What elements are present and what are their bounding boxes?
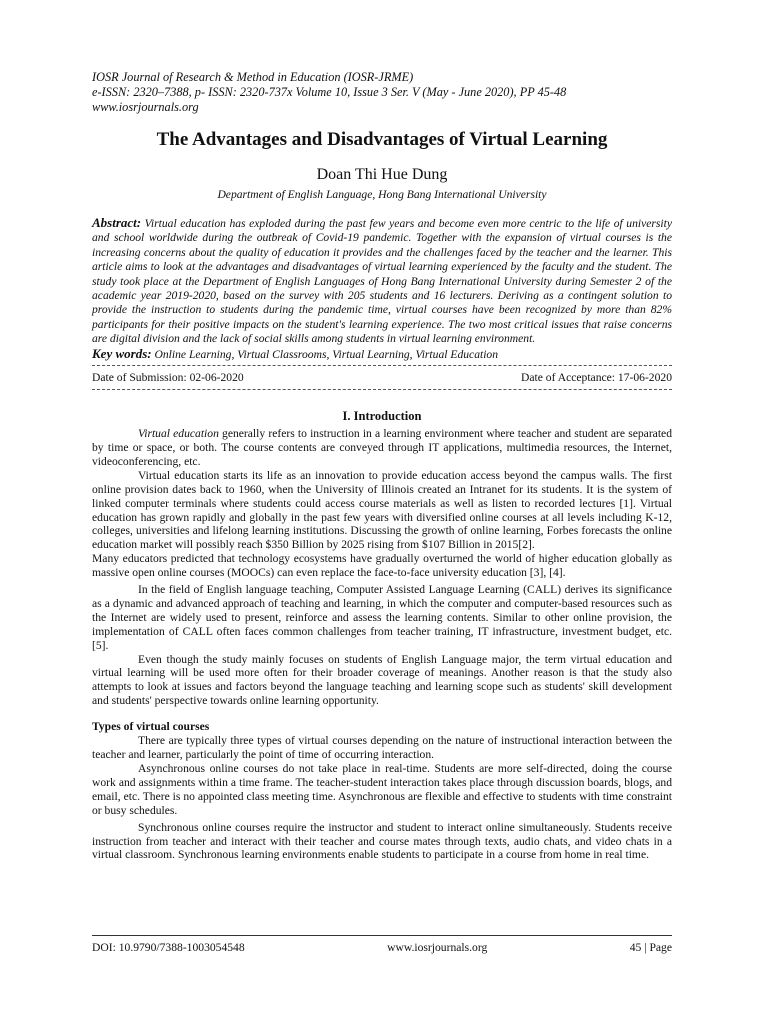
acceptance-date: Date of Acceptance: 17-06-2020	[521, 371, 672, 385]
intro-paragraph-2: Virtual education starts its life as an innovation to provide education access beyond the campus walls. The first online provision dates back to 1960, when the University of Illinois created an Intranet for its students. It is the system of linked computer terminals where students could access course materials as well as listen to recorded lectures [1]. Virtual education has grown rapidly and globally in the past few years with diversified online courses at all levels including K-12, colleges, universities and lifelong learning institutions. Discussing the growth of online learning, Forbes forecasts the online education market will possibly reach $350 Billion by 2025 rising from $107 Billion in 2015[2].	[92, 468, 672, 552]
section-heading-types: Types of virtual courses	[92, 720, 210, 734]
footer-page-number: 45 | Page	[629, 941, 672, 954]
intro-paragraph-5: Even though the study mainly focuses on students of English Language major, the term virtual education and virtual learning will be used more often for their broader coverage of meanings. Another reason is that the study also attempts to look at issues and factors beyond the language teaching and learning scope such as students' skill development and students' perspective towards online learning opportunity.	[92, 652, 672, 708]
paper-affiliation: Department of English Language, Hong Bang International University	[217, 188, 547, 201]
dashed-divider	[92, 365, 672, 367]
abstract	[92, 216, 672, 347]
types-paragraph-3: Synchronous online courses require the instructor and student to interact online simultaneously. Students receive instruction from teacher and interact with their teacher and course mates through texts, audio chats, and video chats in a virtual classroom. Synchronous learning environments enable students to participate in a course from home in real time.	[92, 820, 672, 862]
keywords-text: Online Learning, Virtual Classrooms, Virtual Learning, Virtual Education	[154, 347, 499, 361]
paper-page	[92, 70, 672, 862]
section-heading-introduction: I. Introduction	[342, 409, 422, 424]
intro-paragraph-4: In the field of English language teaching, Computer Assisted Language Learning (CALL) derives its significance as a dynamic and advanced approach of teaching and learning, in which the computer and computer-based resources such as the Internet are widely used to present, reinforce and assess the learning contents. Similar to other online provision, the implementation of CALL often faces common challenges from teacher training, IT infrastructure, investment budget, etc. [5].	[92, 583, 672, 652]
intro-p1-lead: Virtual education	[138, 427, 219, 441]
intro-paragraph-3: Many educators predicted that technology ecosystems have gradually overturned the world of higher education globally as massive open online courses (MOOCs) can even replace the face-to-face university education [3], [4].	[92, 552, 672, 580]
keywords-label: Key words:	[92, 345, 152, 361]
abstract-text: Virtual education has exploded during the past few years and become even more centric to the life of university and school worldwide during the outbreak of Covid-19 pandemic. Together with the expansion of virtual courses is the increasing concerns about the quality of education it provides and the challenges faced by the teacher and the learner. This article aims to look at the advantages and disadvantages of virtual learning experienced by the faculty and the student. The study took place at the Department of English Languages of Hong Bang International University during Semester 2 of the academic year 2019-2020, based on the survey with 205 students and 16 lecturers. Deriving as a contingent solution to provide the instruction to students during the pandemic time, virtual courses have been recognized by more than 82% participants for their positive impacts on the student's learning experience. The two most critical issues that raise concerns are digital division and the lack of social skills among students in virtual learning environment.	[92, 217, 672, 346]
journal-site: www.iosrjournals.org	[92, 100, 199, 114]
submission-date: Date of Submission: 02-06-2020	[92, 371, 244, 385]
journal-name: IOSR Journal of Research & Method in Education (IOSR-JRME)	[92, 70, 414, 84]
types-paragraph-2: Asynchronous online courses do not take place in real-time. Students are more self-directed, doing the course work and assignments within a time frame. The teacher-student interaction takes place through discussion boards, blogs, and email, etc. There is no appointed class meeting time. Asynchronous are flexible and effective to students with time constraint or busy schedules.	[92, 762, 672, 817]
paper-title: The Advantages and Disadvantages of Virtual Learning	[156, 129, 608, 150]
footer-doi: DOI: 10.9790/7388-1003054548	[92, 941, 245, 954]
journal-header	[92, 70, 672, 115]
journal-issn: e-ISSN: 2320–7388, p- ISSN: 2320-737x Volume 10, Issue 3 Ser. V (May - June 2020), PP 45-48	[92, 85, 567, 99]
footer-site: www.iosrjournals.org	[387, 941, 488, 954]
intro-paragraph-1	[92, 427, 672, 469]
dates-row	[92, 370, 672, 386]
types-paragraph-1: There are typically three types of virtual courses depending on the nature of instructional interaction between the teacher and learner, particularly the point of time of occurring interaction.	[92, 734, 672, 762]
intro-p1-rest: generally refers to instruction in a learning environment where teacher and student are separated by time or space, or both. The course contents are conveyed through IT applications, multimedia resources, the Internet, videoconferencing, etc.	[92, 427, 672, 468]
page-footer	[92, 935, 672, 954]
dashed-divider	[92, 389, 672, 391]
keywords	[92, 347, 672, 362]
paper-author: Doan Thi Hue Dung	[316, 166, 448, 183]
abstract-label: Abstract:	[92, 215, 142, 230]
